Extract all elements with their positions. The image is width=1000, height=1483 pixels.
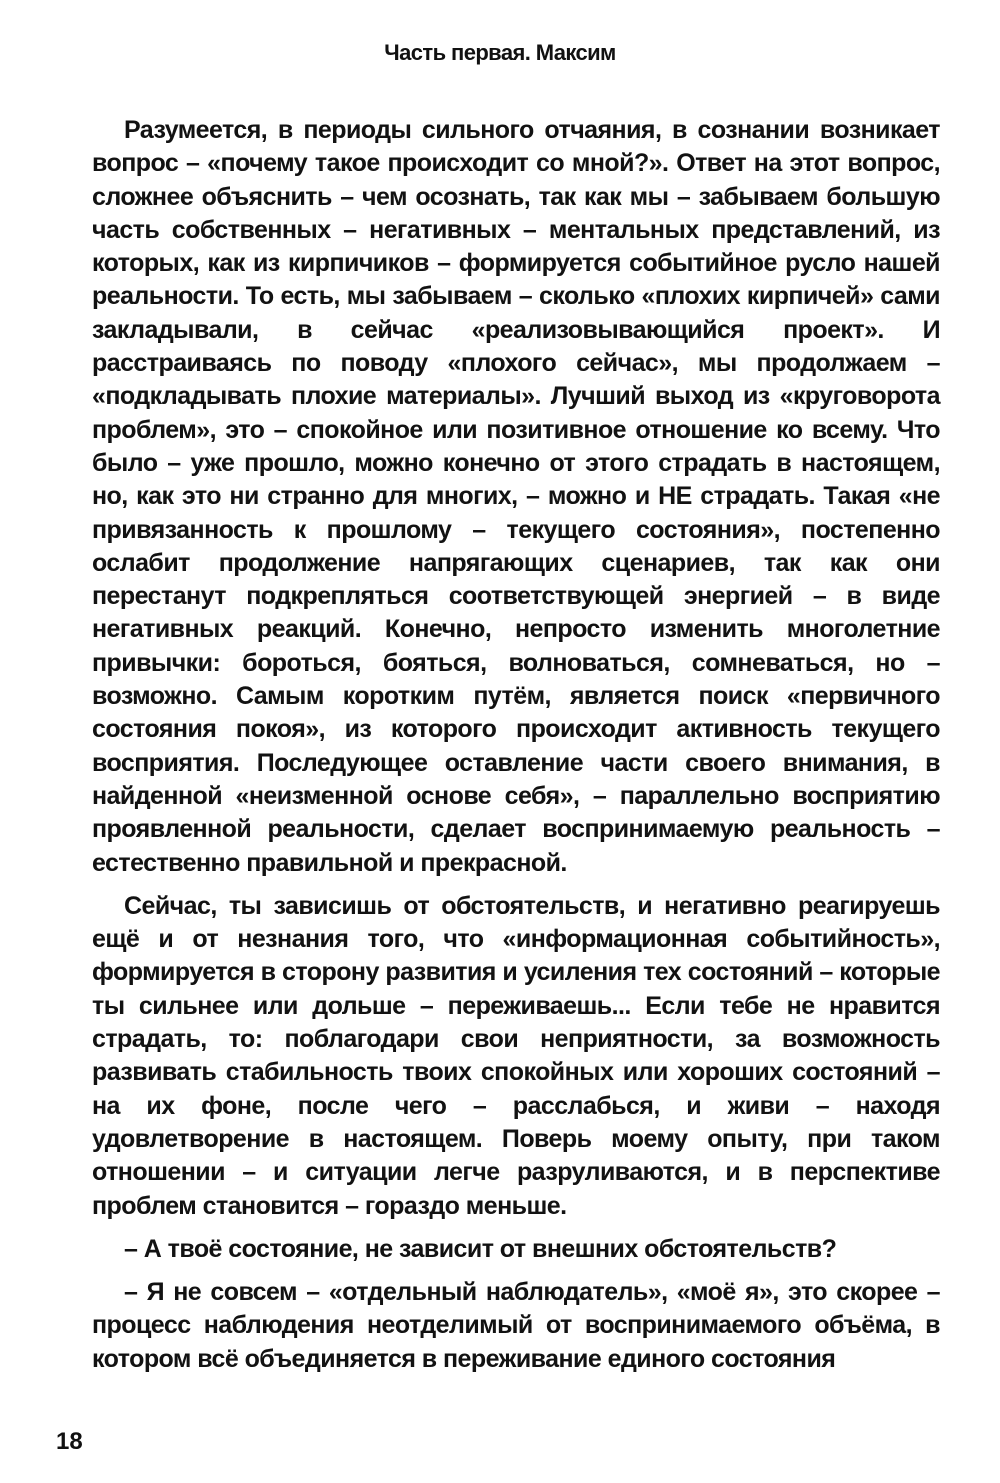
dialogue-answer: – Я не совсем – «отдельный наблюдатель», «моё я», это скорее – процесс наблюдения неотделимый от воспринимаемого объёма, в котором всё объединяется в переживание единого состояния: [92, 1278, 940, 1373]
paragraph-1: Разумеется, в периоды сильного отчаяния, в сознании возникает вопрос – «почему такое происходит со мной?». Ответ на этот вопрос, сложнее объяснить – чем осознать, так как мы – забываем большую часть собственных – негативных – ментальных представлений, из которых, как из кирпичиков – формируется событийное русло нашей реальности. То есть, мы забываем – сколько «плохих кирпичей» сами закладывали, в сейчас «реализовывающийся проект». И расстраиваясь по поводу «плохого сейчас», мы продолжаем – «подкладывать плохие материалы». Лучший выход из «круговорота проблем», это – спокойное или позитивное отношение ко всему. Что было – уже прошло, можно конечно от этого страдать в настоящем, но, как это ни странно для многих, – можно и НЕ страдать. Такая «не привязанность к прошлому – текущего состояния», постепенно ослабит продолжение напрягающих сценариев, так как они перестанут подкрепляться соответствующей энергией – в виде негативных реакций. Конечно, непросто изменить многолетние привычки: бороться, бояться, волноваться, сомневаться, но – возможно. Самым коротким путём, является поиск «первичного состояния покоя», из которого происходит активность текущего восприятия. Последующее оставление части своего внимания, в найденной «неизменной основе себя», – параллельно восприятию проявленной реальности, сделает воспринимаемую реальность – естественно правильной и прекрасной.: [92, 116, 940, 877]
paragraph-2: Сейчас, ты зависишь от обстоятельств, и негативно реагируешь ещё и от незнания того, что «информационная событийность», формируется в сторону развития и усиления тех состояний – которые ты сильнее или дольше – переживаешь... Если тебе не нравится страдать, то: поблагодари свои неприятности, за возможность развивать стабильность твоих спокойных или хороших состояний – на их фоне, после чего – расслабься, и живи – находя удовлетворение в настоящем. Поверь моему опыту, при таком отношении – и ситуации легче разруливаются, и в перспективе проблем становится – гораздо меньше.: [92, 891, 940, 1220]
dialogue-question: – А твоё состояние, не зависит от внешних обстоятельств?: [124, 1234, 837, 1263]
running-header: Часть первая. Максим: [384, 40, 616, 65]
page-number: 18: [56, 1428, 83, 1455]
page-body: [92, 114, 940, 1386]
